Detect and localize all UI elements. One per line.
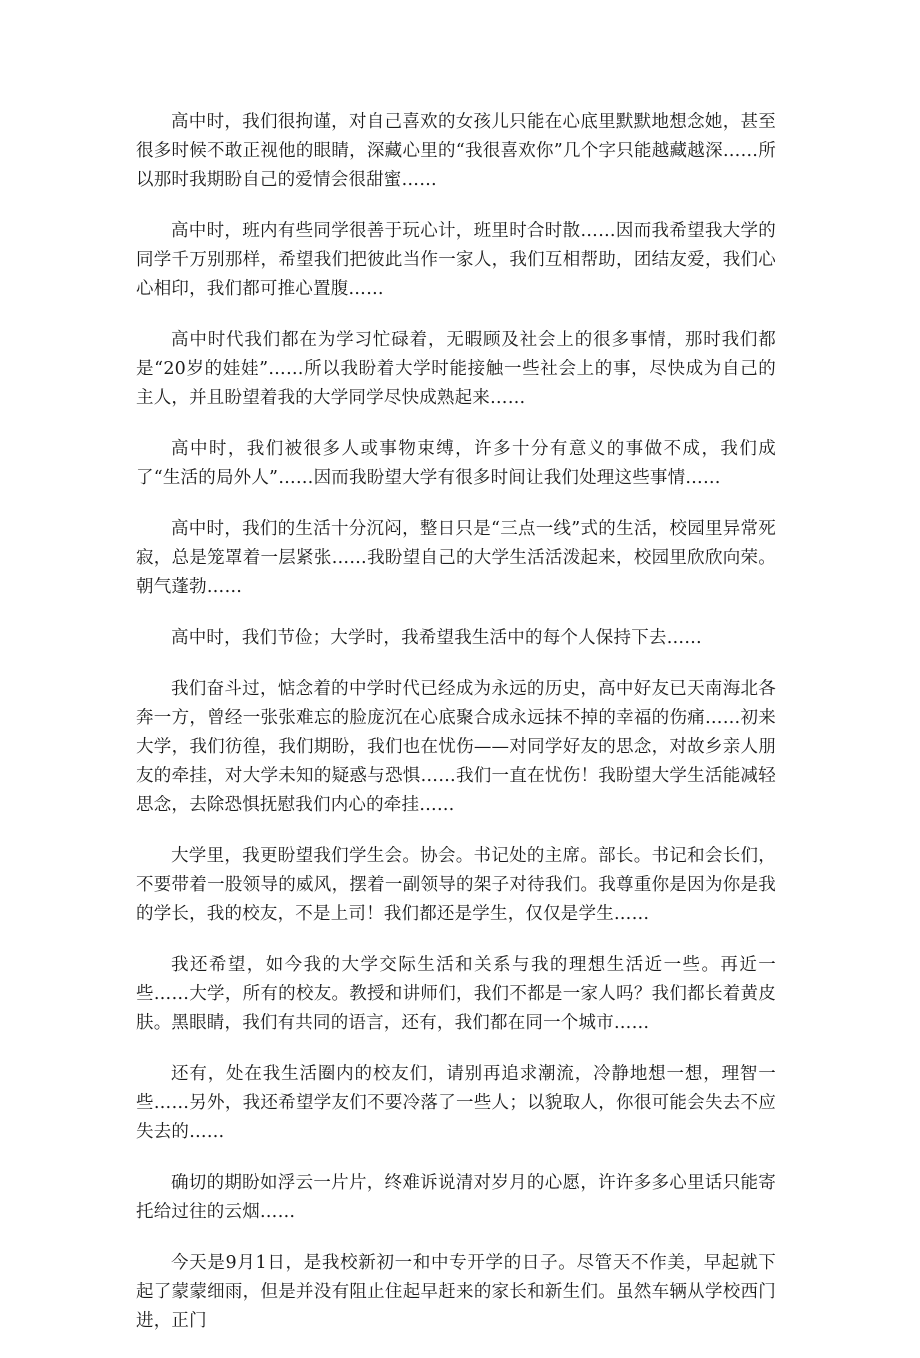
paragraph-2: 高中时，班内有些同学很善于玩心计，班里时合时散……因而我希望我大学的同学千万别那样，希望我们把彼此当作一家人，我们互相帮助，团结友爱，我们心心相印，我们都可推心置腹……	[136, 221, 776, 299]
paragraph-6: 高中时，我们节俭；大学时，我希望我生活中的每个人保持下去……	[171, 628, 702, 648]
paragraph-5: 高中时，我们的生活十分沉闷，整日只是“三点一线”式的生活，校园里异常死寂，总是笼罩着一层紧张……我盼望自己的大学生活活泼起来，校园里欣欣向荣。朝气蓬勃……	[136, 519, 776, 597]
paragraph-9: 我还希望，如今我的大学交际生活和关系与我的理想生活近一些。再近一些……大学，所有的校友。教授和讲师们，我们不都是一家人吗？我们都长着黄皮肤。黑眼睛，我们有共同的语言，还有，我们都在同一个城市……	[136, 955, 776, 1033]
paragraph-10: 还有，处在我生活圈内的校友们，请别再追求潮流，冷静地想一想，理智一些……另外，我还希望学友们不要冷落了一些人；以貌取人，你很可能会失去不应失去的……	[136, 1064, 776, 1142]
paragraph-3: 高中时代我们都在为学习忙碌着，无暇顾及社会上的很多事情，那时我们都是“20岁的娃娃”……所以我盼着大学时能接触一些社会上的事，尽快成为自己的主人，并且盼望着我的大学同学尽快成熟起来……	[136, 330, 776, 408]
paragraph-12: 今天是9月1日，是我校新初一和中专开学的日子。尽管天不作美，早起就下起了蒙蒙细雨，但是并没有阻止住起早赶来的家长和新生们。虽然车辆从学校西门进，正门	[136, 1253, 776, 1331]
paragraph-11: 确切的期盼如浮云一片片，终难诉说清对岁月的心愿，许许多多心里话只能寄托给过往的云烟……	[136, 1173, 776, 1222]
paragraph-7: 我们奋斗过，惦念着的中学时代已经成为永远的历史，高中好友已天南海北各奔一方，曾经一张张难忘的脸庞沉在心底聚合成永远抹不掉的幸福的伤痛……初来大学，我们彷徨，我们期盼，我们也在忧伤——对同学好友的思念，对故乡亲人朋友的牵挂，对大学未知的疑惑与恐惧……我们一直在忧伤！我盼望大学生活能减轻思念，去除恐惧抚慰我们内心的牵挂……	[136, 679, 776, 815]
paragraph-8: 大学里，我更盼望我们学生会。协会。书记处的主席。部长。书记和会长们，不要带着一股领导的威风，摆着一副领导的架子对待我们。我尊重你是因为你是我的学长，我的校友，不是上司！我们都还是学生，仅仅是学生……	[136, 846, 776, 924]
paragraph-4: 高中时，我们被很多人或事物束缚，许多十分有意义的事做不成，我们成了“生活的局外人”……因而我盼望大学有很多时间让我们处理这些事情……	[136, 439, 776, 488]
document-body	[136, 108, 776, 1358]
paragraph-1: 高中时，我们很拘谨，对自己喜欢的女孩儿只能在心底里默默地想念她，甚至很多时候不敢正视他的眼睛，深藏心里的“我很喜欢你”几个字只能越藏越深……所以那时我期盼自己的爱情会很甜蜜……	[136, 112, 776, 190]
